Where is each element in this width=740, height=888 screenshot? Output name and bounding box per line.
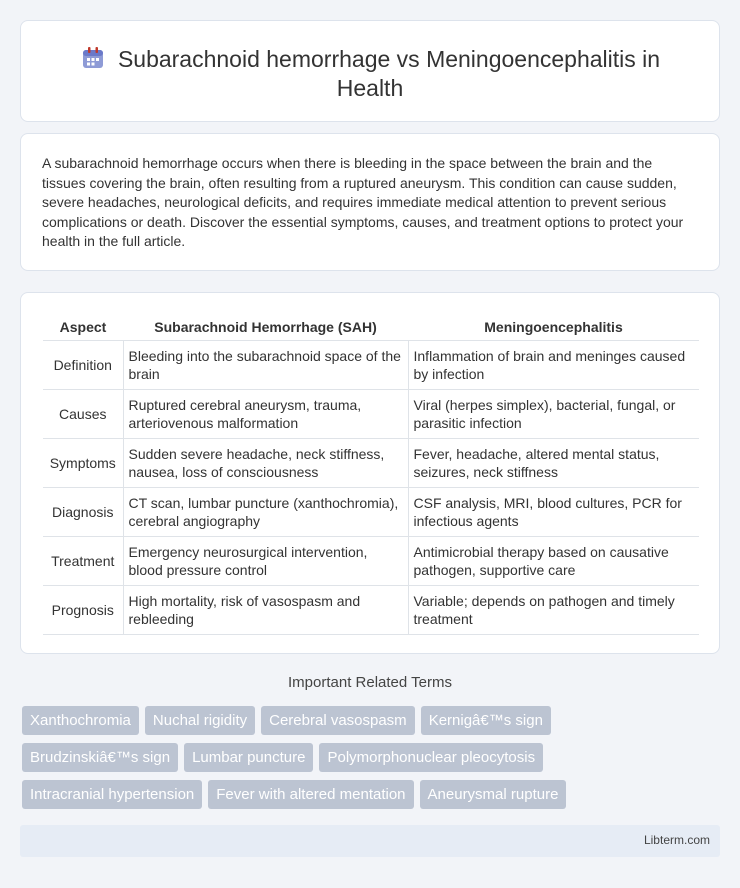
tag-row [22,743,722,772]
row-meningoencephalitis: Fever, headache, altered mental status, seizures, neck stiffness [408,438,699,487]
related-term-tag[interactable]: Brudzinskiâ€™s sign [22,743,178,772]
row-aspect: Causes [43,389,123,438]
header-sah: Subarachnoid Hemorrhage (SAH) [123,315,408,340]
table-row [43,340,699,389]
table-header-row [43,315,699,340]
header-aspect: Aspect [43,315,123,340]
row-aspect: Definition [43,340,123,389]
row-meningoencephalitis: Viral (herpes simplex), bacterial, fungal, or parasitic infection [408,389,699,438]
intro-card [20,133,720,271]
row-sah: Ruptured cerebral aneurysm, trauma, arteriovenous malformation [123,389,408,438]
calendar-icon [80,45,106,71]
table-row [43,585,699,634]
row-sah: Sudden severe headache, neck stiffness, nausea, loss of consciousness [123,438,408,487]
comparison-card [20,292,720,654]
table-row [43,487,699,536]
row-sah: High mortality, risk of vasospasm and rebleeding [123,585,408,634]
header-meningoencephalitis: Meningoencephalitis [408,315,699,340]
footer-site-link[interactable]: Libterm.com [643,833,710,847]
row-aspect: Diagnosis [43,487,123,536]
table-row [43,536,699,585]
row-meningoencephalitis: Inflammation of brain and meninges caused by infection [408,340,699,389]
row-aspect: Symptoms [43,438,123,487]
table-row [43,389,699,438]
title-wrap [61,45,679,103]
page-title: Subarachnoid hemorrhage vs Meningoencephalitis in Health [117,46,661,101]
related-term-tag[interactable]: Nuchal rigidity [145,706,255,735]
row-meningoencephalitis: CSF analysis, MRI, blood cultures, PCR for infectious agents [408,487,699,536]
row-meningoencephalitis: Variable; depends on pathogen and timely treatment [408,585,699,634]
row-meningoencephalitis: Antimicrobial therapy based on causative pathogen, supportive care [408,536,699,585]
comparison-table [43,315,699,635]
table-row [43,438,699,487]
row-aspect: Prognosis [43,585,123,634]
related-terms-title: Important Related Terms [288,674,452,691]
related-term-tag[interactable]: Lumbar puncture [184,743,313,772]
row-sah: Emergency neurosurgical intervention, blood pressure control [123,536,408,585]
tag-row [22,780,722,809]
related-term-tag[interactable]: Xanthochromia [22,706,139,735]
related-term-tag[interactable]: Fever with altered mentation [208,780,413,809]
footer [20,825,720,857]
related-term-tag[interactable]: Kernigâ€™s sign [421,706,551,735]
related-term-tag[interactable]: Aneurysmal rupture [420,780,567,809]
intro-paragraph: A subarachnoid hemorrhage occurs when there is bleeding in the space between the brain and the tissues covering the brain, often resulting from a ruptured aneurysm. This condition can cause sudden, severe headaches, neurological deficits, and requires immediate medical attention to prevent serious complications or death. Discover the essential symptoms, causes, and treatment options to protect your health in the full article. [42,155,684,250]
title-card [20,20,720,122]
related-term-tag[interactable]: Polymorphonuclear pleocytosis [319,743,543,772]
related-term-tag[interactable]: Cerebral vasospasm [261,706,415,735]
row-aspect: Treatment [43,536,123,585]
tag-row [22,706,722,735]
row-sah: Bleeding into the subarachnoid space of the brain [123,340,408,389]
related-term-tag[interactable]: Intracranial hypertension [22,780,202,809]
related-terms [22,706,722,817]
row-sah: CT scan, lumbar puncture (xanthochromia), cerebral angiography [123,487,408,536]
